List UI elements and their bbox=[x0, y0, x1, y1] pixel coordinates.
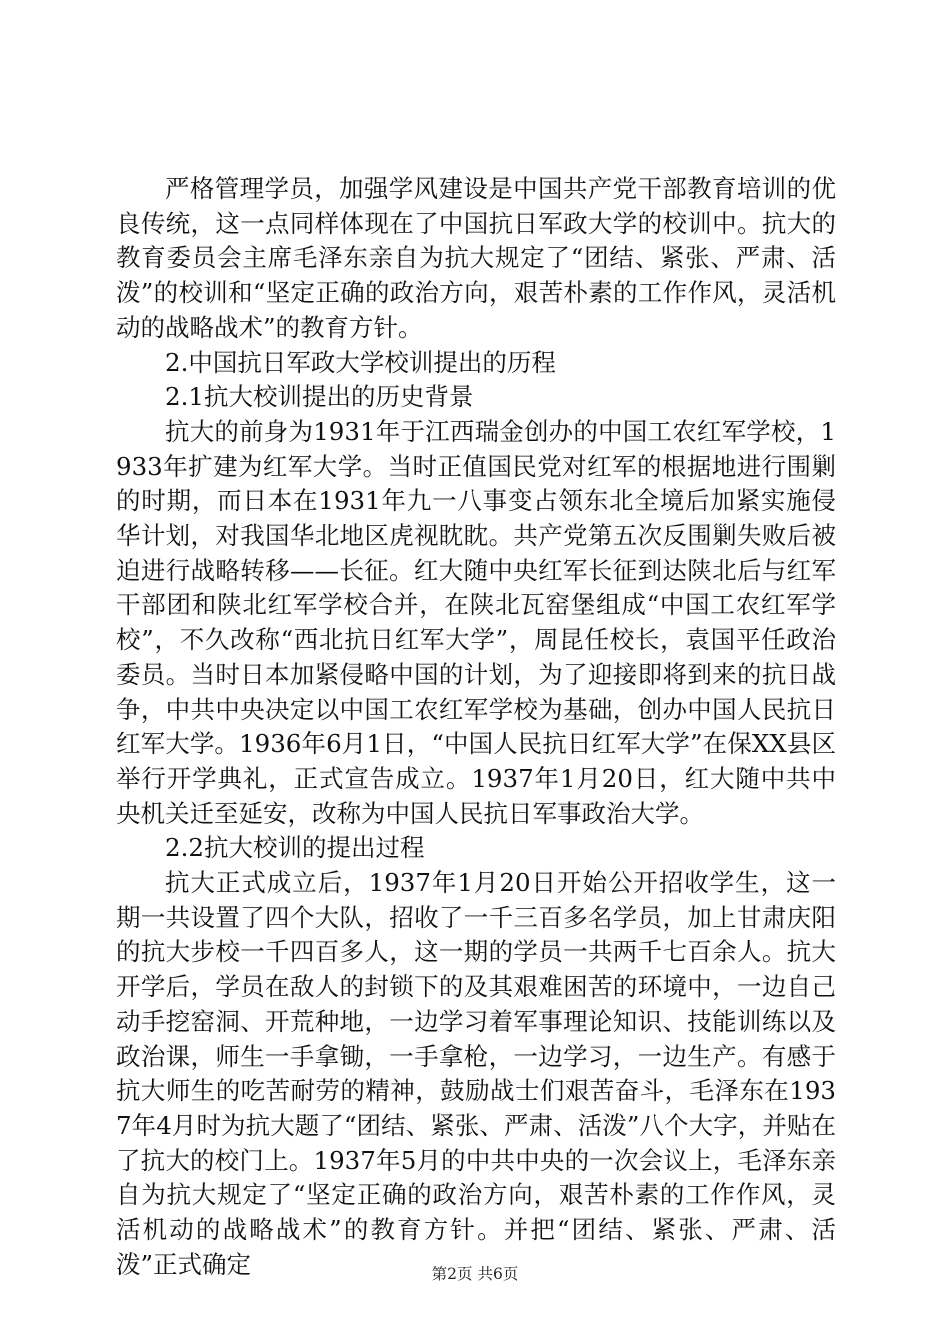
document-body bbox=[116, 172, 836, 1283]
subsection-heading-2-2: 2.2抗大校训的提出过程 bbox=[165, 833, 425, 863]
subsection-heading-2-1: 2.1抗大校训提出的历史背景 bbox=[165, 382, 474, 412]
section-heading-2: 2.中国抗日军政大学校训提出的历程 bbox=[165, 347, 556, 377]
paragraph-background: 抗大的前身为1931年于江西瑞金创办的中国工农红军学校，1933年扩建为红军大学。当时正值国民党对红军的根据地进行围剿的时期，而日本在1931年九一八事变占领东北全境后加紧实施侵华计划，对我国华北地区虎视眈眈。共产党第五次反围剿失败后被迫进行战略转移——长征。红大随中央红军长征到达陕北后与红军干部团和陕北红军学校合并，在陕北瓦窑堡组成“中国工农红军学校”，不久改称“西北抗日红军大学”，周昆任校长，袁国平任政治委员。当时日本加紧侵略中国的计划，为了迎接即将到来的抗日战争，中共中央决定以中国工农红军学校为基础，创办中国人民抗日红军大学。1936年6月1日，“中国人民抗日红军大学”在保XX县区举行开学典礼，正式宣告成立。1937年1月20日，红大随中共中央机关迁至延安，改称为中国人民抗日军事政治大学。 bbox=[116, 416, 836, 828]
paragraph-process: 抗大正式成立后，1937年1月20日开始公开招收学生，这一期一共设置了四个大队，招收了一千三百多名学员，加上甘肃庆阳的抗大步校一千四百多人，这一期的学员一共两千七百余人。抗大开学后，学员在敌人的封锁下的及其艰难困苦的环境中，一边自己动手挖窑洞、开荒种地，一边学习着军事理论知识、技能训练以及政治课，师生一手拿锄，一手拿枪，一边学习，一边生产。有感于抗大师生的吃苦耐劳的精神，鼓励战士们艰苦奋斗，毛泽东在1937年4月时为抗大题了“团结、紧张、严肃、活泼”八个大字，并贴在了抗大的校门上。1937年5月的中共中央的一次会议上，毛泽东亲自为抗大规定了“坚定正确的政治方向，艰苦朴素的工作作风，灵活机动的战略战术”的教育方针。并把“团结、紧张、严肃、活泼”正式确定 bbox=[116, 868, 836, 1279]
paragraph-intro: 严格管理学员，加强学风建设是中国共产党干部教育培训的优良传统，这一点同样体现在了中国抗日军政大学的校训中。抗大的教育委员会主席毛泽东亲自为抗大规定了“团结、紧张、严肃、活泼”的校训和“坚定正确的政治方向，艰苦朴素的工作作风，灵活机动的战略战术”的教育方针。 bbox=[116, 174, 836, 342]
page-footer: 第2页 共6页 bbox=[431, 1265, 519, 1283]
